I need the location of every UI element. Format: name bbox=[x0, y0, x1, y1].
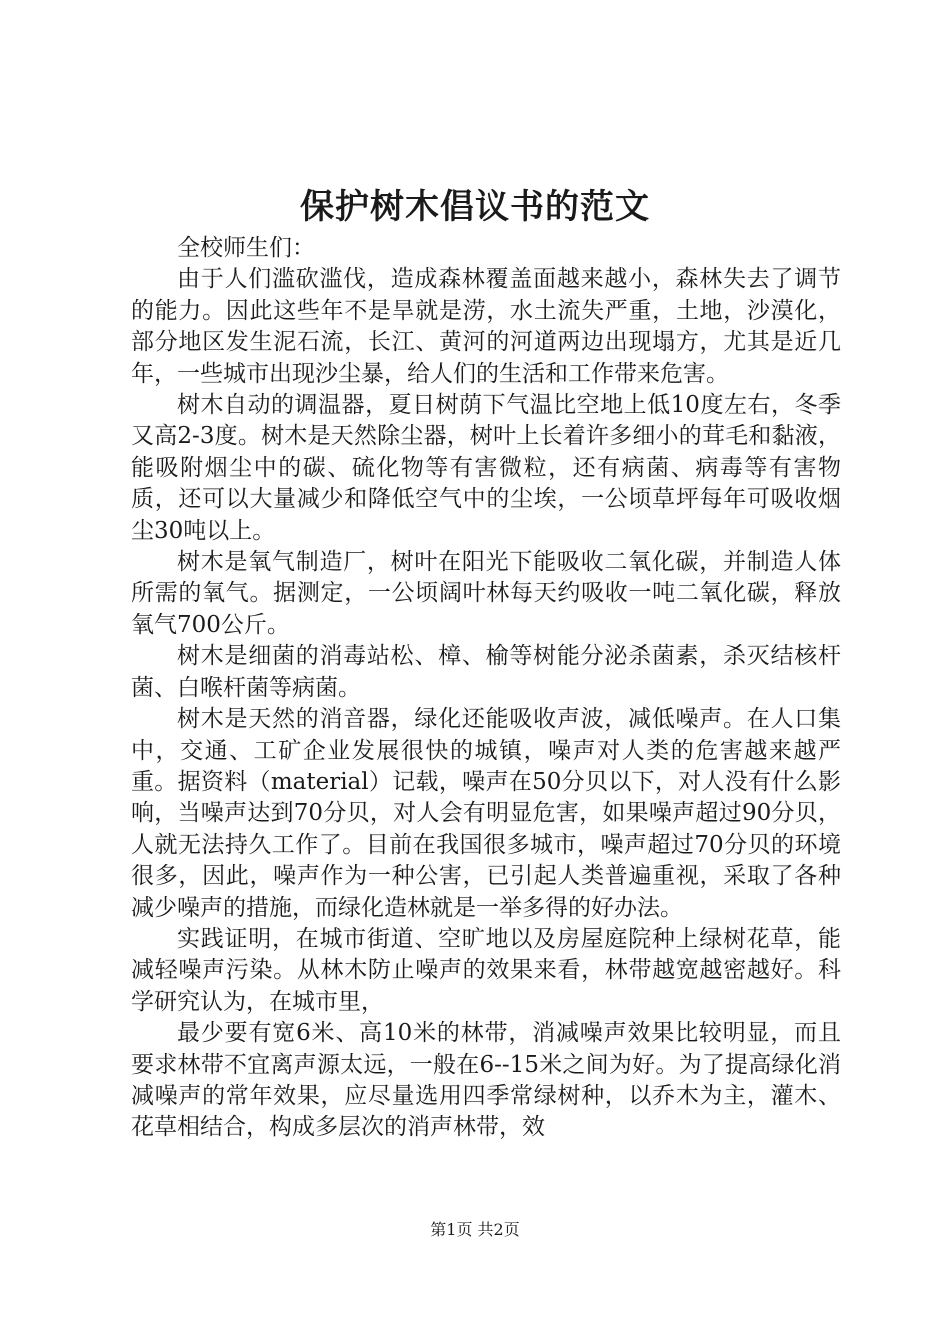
document-body bbox=[131, 233, 841, 1144]
body-paragraph: 实践证明，在城市街道、空旷地以及房屋庭院种上绿树花草，能减轻噪声污染。从林木防止噪声的效果来看，林带越宽越密越好。科学研究认为，在城市里， bbox=[131, 925, 841, 1015]
body-paragraph: 树木是天然的消音器，绿化还能吸收声波，减低噪声。在人口集中，交通、工矿企业发展很快的城镇，噪声对人类的危害越来越严重。据资料（material）记载，噪声在50分贝以下，对人没有什么影响，当噪声达到70分贝，对人会有明显危害，如果噪声超过90分贝，人就无法持久工作了。目前在我国很多城市，噪声超过70分贝的环境很多，因此，噪声作为一种公害，已引起人类普遍重视，采取了各种减少噪声的措施，而绿化造林就是一举多得的好办法。 bbox=[131, 706, 841, 921]
body-paragraph: 由于人们滥砍滥伐，造成森林覆盖面越来越小，森林失去了调节的能力。因此这些年不是旱就是涝，水土流失严重，土地，沙漠化，部分地区发生泥石流，长江、黄河的河道两边出现塌方，尤其是近几年，一些城市出现沙尘暴，给人们的生活和工作带来危害。 bbox=[131, 266, 841, 387]
body-paragraph: 树木自动的调温器，夏日树荫下气温比空地上低10度左右，冬季又高2-3度。树木是天然除尘器，树叶上长着许多细小的茸毛和黏液，能吸附烟尘中的碳、硫化物等有害微粒，还有病菌、病毒等有害物质，还可以大量减少和降低空气中的尘埃，一公顷草坪每年可吸收烟尘30吨以上。 bbox=[131, 392, 841, 544]
body-paragraph: 树木是氧气制造厂，树叶在阳光下能吸收二氧化碳，并制造人体所需的氧气。据测定，一公顷阔叶林每天约吸收一吨二氧化碳，释放氧气700公斤。 bbox=[131, 549, 841, 638]
salutation: 全校师生们： bbox=[177, 235, 315, 261]
document-title: 保护树木倡议书的范文 bbox=[300, 187, 650, 227]
body-paragraph: 最少要有宽6米、高10米的林带，消减噪声效果比较明显，而且要求林带不宜离声源太远，一般在6--15米之间为好。为了提高绿化消减噪声的常年效果，应尽量选用四季常绿树种，以乔木为主，灌木、花草相结合，构成多层次的消声林带，效 bbox=[131, 1020, 841, 1141]
body-paragraph: 树木是细菌的消毒站松、樟、榆等树能分泌杀菌素，杀灭结核杆菌、白喉杆菌等病菌。 bbox=[131, 643, 841, 701]
page-number-footer: 第1页 共2页 bbox=[430, 1220, 520, 1239]
